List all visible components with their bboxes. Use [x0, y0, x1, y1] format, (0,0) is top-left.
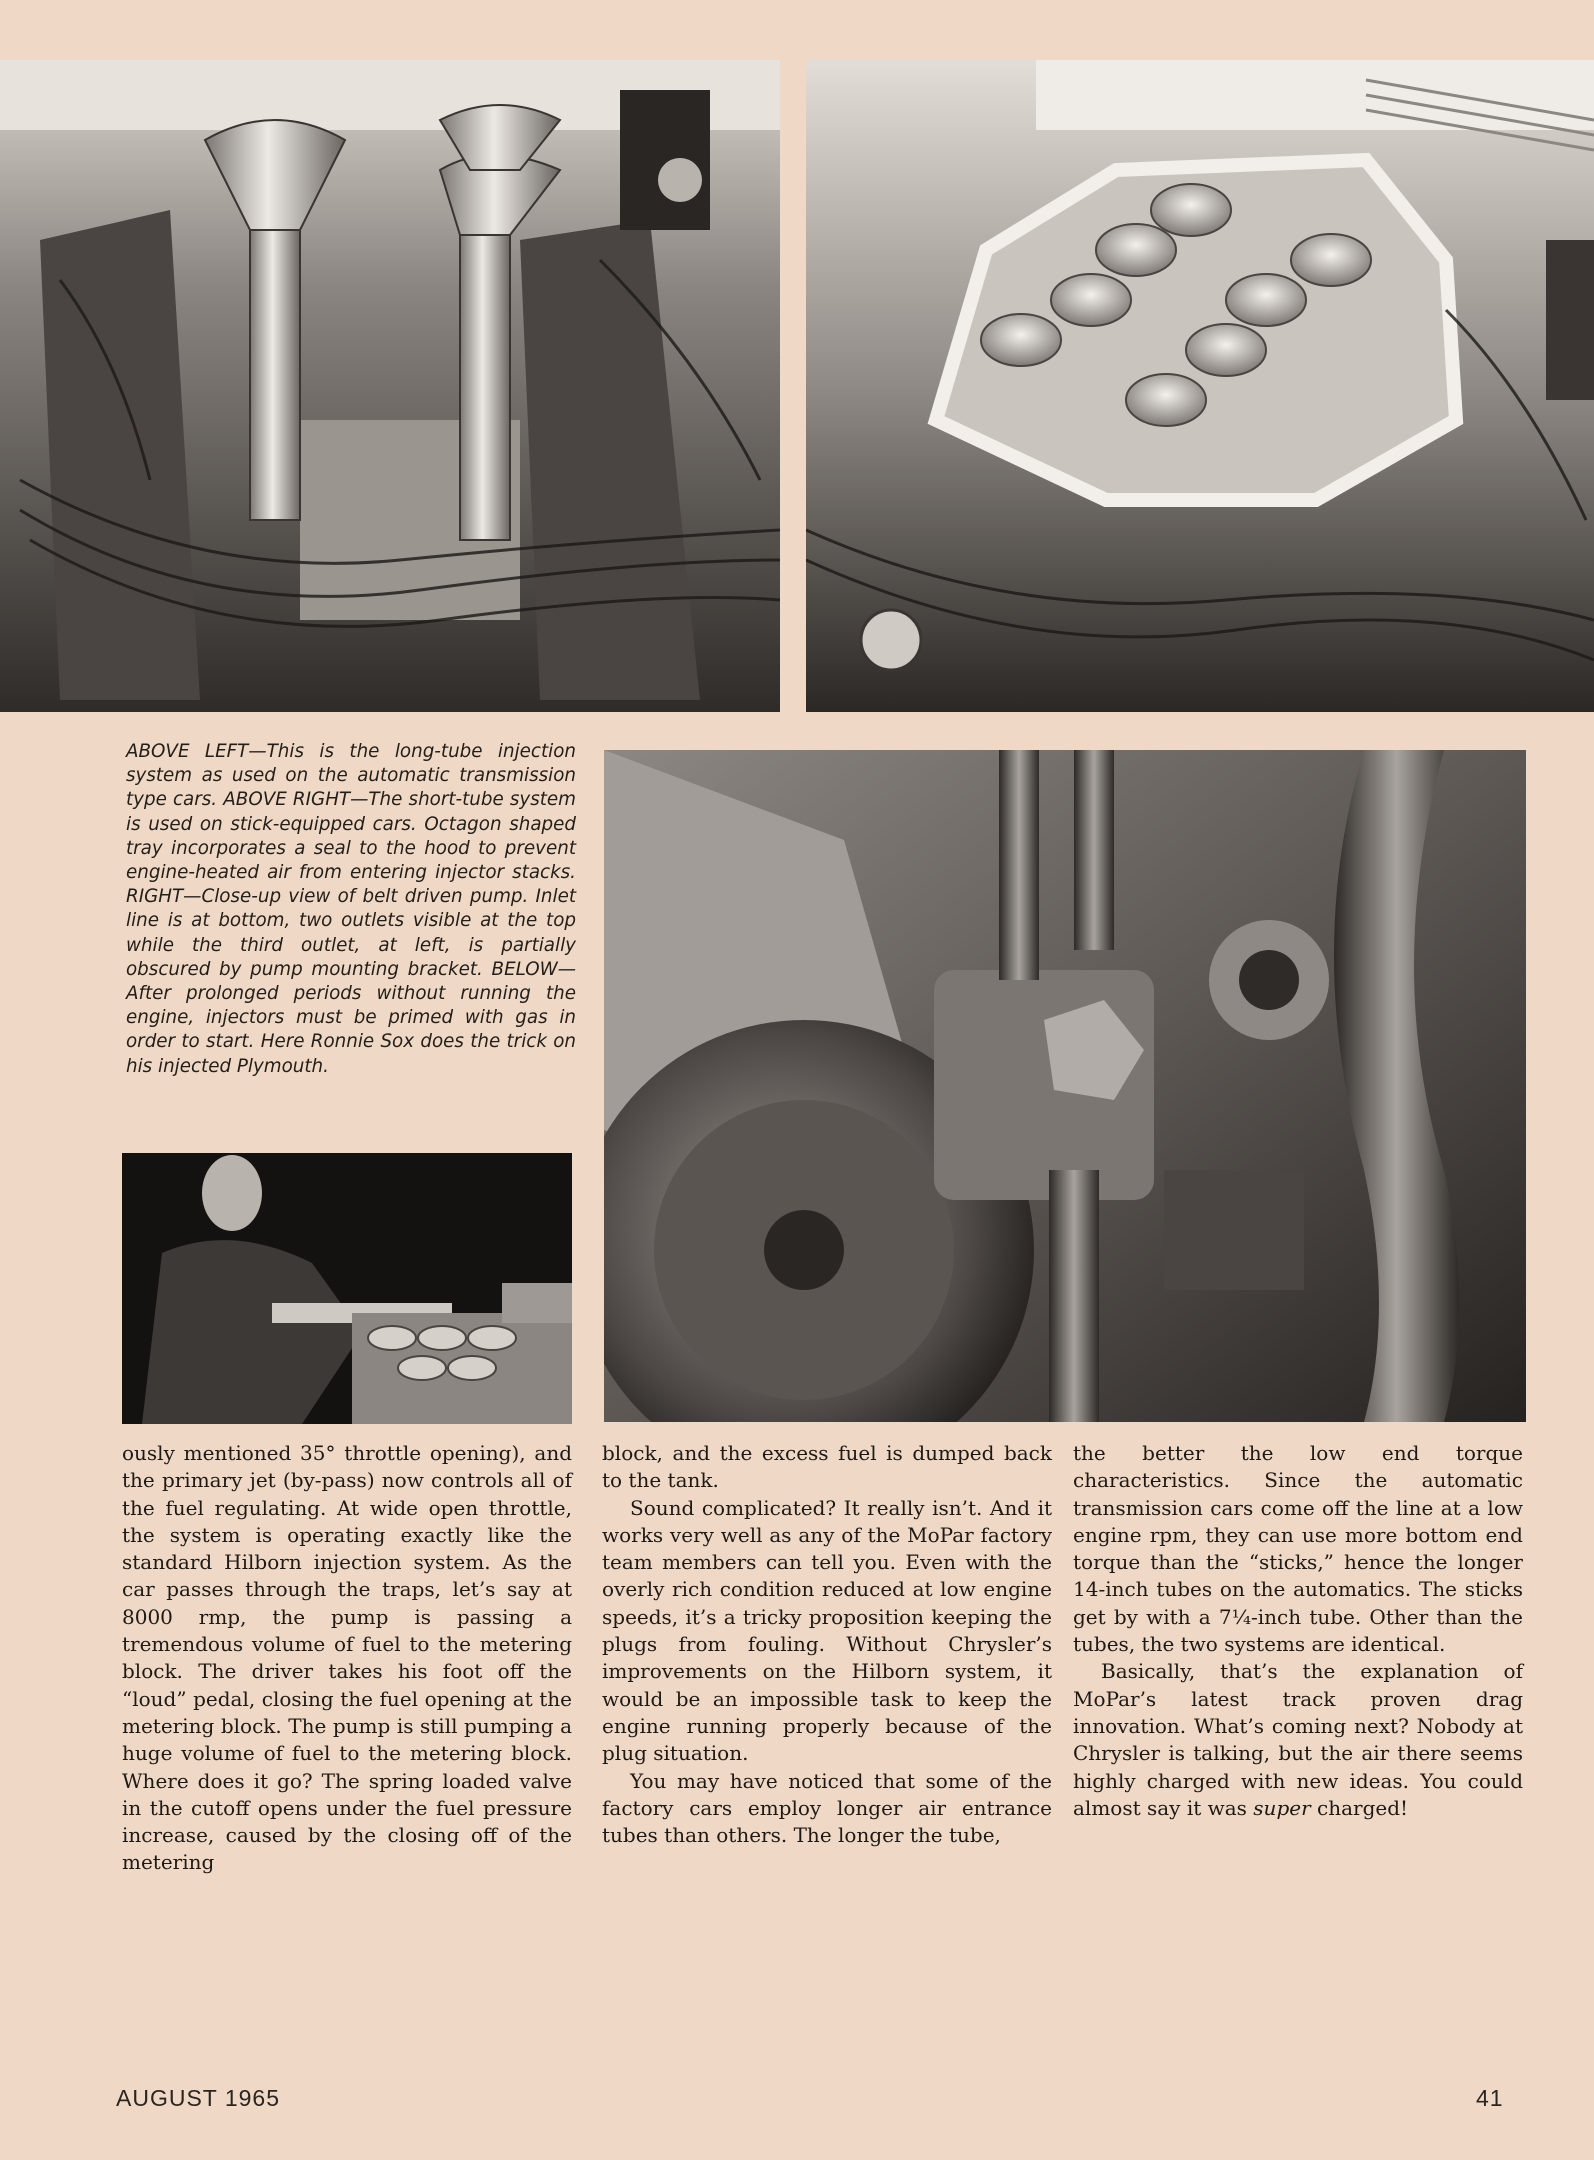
article-paragraph: Sound complicated? It really isn’t. And it works very well as any of the MoPar factory team members can tell you. Even with the overly rich condition reduced at low engine speeds, it’s a tricky proposition keeping the plugs from fouling. Without Chrysler’s improvements on the Hilborn system, it would be an impossible task to keep the engine running properly because of the plug situation. — [602, 1495, 1052, 1766]
photo-long-tube-injection — [0, 60, 780, 712]
article-column-1 — [122, 1440, 572, 1877]
article-paragraph-final — [1073, 1658, 1523, 1822]
article-paragraph: ously mentioned 35° throttle opening), and the primary jet (by-pass) now controls all of the fuel regulating. At wide open throttle, the system is operating exactly like the standard Hilborn injection system. As the car passes through the traps, let’s say at 8000 rmp, the pump is passing a tremendous volume of fuel to the metering block. The driver takes his foot off the “loud” pedal, closing the fuel opening at the metering block. The pump is still pumping a huge volume of fuel to the metering block. Where does it go? The spring loaded valve in the cutoff opens under the fuel pressure increase, caused by the closing off of the metering — [122, 1441, 572, 1875]
article-emphasis: super — [1253, 1795, 1311, 1820]
priming-injectors-photo-icon — [122, 1153, 572, 1424]
octagon-tray-short-tube-engine-photo-icon — [806, 60, 1594, 712]
belt-driven-pump-closeup-photo-icon — [604, 750, 1526, 1422]
article-column-3 — [1073, 1440, 1523, 1822]
long-tube-injection-engine-photo-icon — [0, 60, 780, 712]
photo-priming-injectors — [122, 1153, 572, 1424]
article-paragraph: block, and the excess fuel is dumped back to the tank. — [602, 1441, 1052, 1493]
article-paragraph: You may have noticed that some of the factory cars employ longer air entrance tubes than others. The longer the tube, — [602, 1768, 1052, 1848]
photo-short-tube-octagon-tray — [806, 60, 1594, 712]
article-text: charged! — [1310, 1795, 1409, 1820]
article-text: Basically, that’s the explanation of MoPar’s latest track proven drag innovation. What’s coming next? Nobody at Chrysler is talking, but the air there seems highly charged with new ideas. You could almost say it was — [1073, 1659, 1523, 1820]
footer-page-number: 41 — [1476, 2085, 1504, 2111]
photo-belt-driven-pump — [604, 750, 1526, 1422]
photo-caption: ABOVE LEFT—This is the long-tube injection system as used on the automatic transmission type cars. ABOVE RIGHT—The short-tube system is used on stick-equipped cars. Octagon shaped tray incorporates a seal to the hood to prevent engine-heated air from entering injector stacks. RIGHT—Close-up view of belt driven pump. Inlet line is at bottom, two outlets visible at the top while the third outlet, at left, is partially obscured by pump mounting bracket. BELOW—After prolonged periods without running the engine, injectors must be primed with gas in order to start. Here Ronnie Sox does the trick on his injected Plymouth. — [126, 741, 576, 1077]
article-column-2 — [602, 1440, 1052, 1849]
article-paragraph: the better the low end torque characteristics. Since the automatic transmission cars come off the line at a low engine rpm, they can use more bottom end torque than the “sticks,” hence the longer 14-inch tubes on the automatics. The sticks get by with a 7¼-inch tube. Other than the tubes, the two systems are identical. — [1073, 1441, 1523, 1657]
footer-issue-date: AUGUST 1965 — [116, 2085, 280, 2111]
